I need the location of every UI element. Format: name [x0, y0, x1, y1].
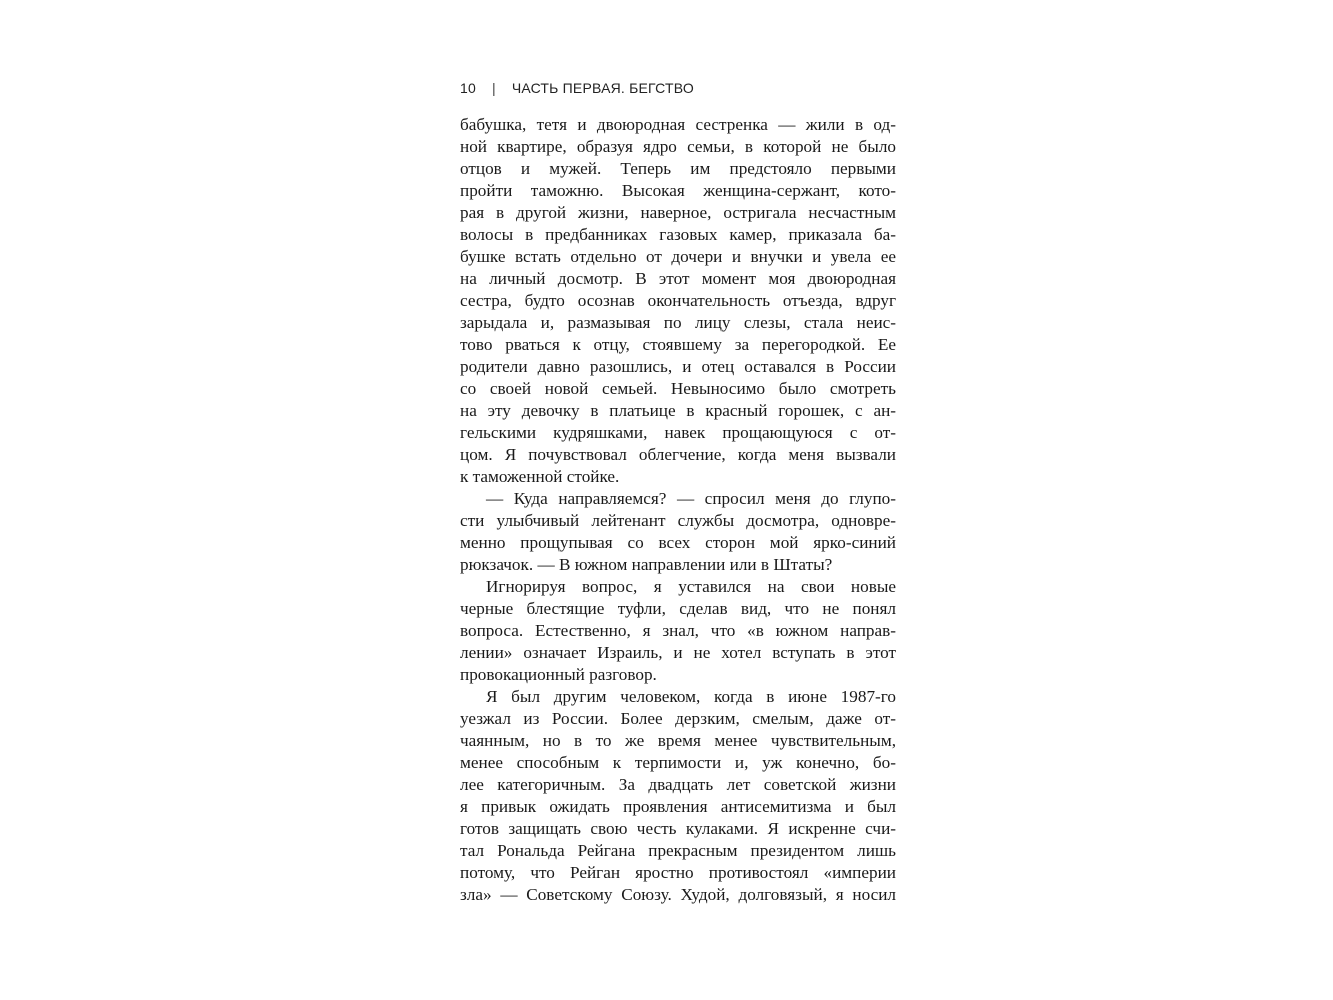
text-line: отцов и мужей. Теперь им предстояло первыми: [460, 159, 896, 178]
body-text: [460, 114, 896, 906]
text-line: тово рваться к отцу, стоявшему за перегородкой. Ее: [460, 335, 896, 354]
text-line: гельскими кудряшками, навек прощающуюся с от-: [460, 423, 896, 442]
text-line: зла» — Советскому Союзу. Худой, долговязый, я носил: [460, 885, 896, 904]
text-line: менно прощупывая со всех сторон мой ярко-синий: [460, 533, 896, 552]
text-line: Я был другим человеком, когда в июне 1987-го: [486, 687, 896, 706]
text-line: тал Рональда Рейгана прекрасным президентом лишь: [460, 841, 896, 860]
text-line: волосы в предбанниках газовых камер, приказала ба-: [460, 225, 896, 244]
text-line: Игнорируя вопрос, я уставился на свои новые: [486, 577, 896, 596]
text-line: лении» означает Израиль, и не хотел вступать в этот: [460, 643, 896, 662]
text-line: рая в другой жизни, наверное, остригала несчастным: [460, 203, 896, 222]
text-line: чаянным, но в то же время менее чувствительным,: [460, 731, 896, 750]
text-line: ной квартире, образуя ядро семьи, в которой не было: [460, 137, 896, 156]
text-line: готов защищать свою честь кулаками. Я искренне счи-: [460, 819, 896, 838]
text-line: рюкзачок. — В южном направлении или в Штаты?: [460, 555, 833, 574]
text-line: — Куда направляемся? — спросил меня до глупо-: [486, 489, 896, 508]
text-line: к таможенной стойке.: [460, 467, 620, 486]
text-line: вопроса. Естественно, я знал, что «в южном направ-: [460, 621, 896, 640]
text-line: черные блестящие туфли, сделав вид, что не понял: [460, 599, 896, 618]
text-line: на эту девочку в платьице в красный горошек, с ан-: [460, 401, 896, 420]
text-line: сестра, будто осознав окончательность отъезда, вдруг: [460, 291, 896, 310]
running-head-separator: |: [491, 80, 496, 96]
text-line: пройти таможню. Высокая женщина-сержант, кото-: [460, 181, 896, 200]
text-line: бабушка, тетя и двоюродная сестренка — жили в од-: [460, 115, 896, 134]
text-line: на личный досмотр. В этот момент моя двоюродная: [460, 269, 896, 288]
text-line: лее категоричным. За двадцать лет советской жизни: [460, 775, 896, 794]
section-title: ЧАСТЬ ПЕРВАЯ. БЕГСТВО: [511, 80, 694, 96]
text-line: со своей новой семьей. Невыносимо было смотреть: [460, 379, 896, 398]
running-head: [460, 76, 694, 100]
text-line: уезжал из России. Более дерзким, смелым, даже от-: [460, 709, 896, 728]
text-line: потому, что Рейган яростно противостоял «империи: [460, 863, 896, 882]
text-line: зарыдала и, размазывая по лицу слезы, стала неис-: [460, 313, 896, 332]
text-line: провокационный разговор.: [460, 665, 657, 684]
text-line: цом. Я почувствовал облегчение, когда меня вызвали: [460, 445, 896, 464]
text-line: родители давно разошлись, и отец оставался в России: [460, 357, 896, 376]
text-line: менее способным к терпимости и, уж конечно, бо-: [460, 753, 896, 772]
page-number: 10: [460, 80, 476, 96]
text-line: бушке встать отдельно от дочери и внучки и увела ее: [460, 247, 896, 266]
text-line: сти улыбчивый лейтенант службы досмотра, одновре-: [460, 511, 896, 530]
text-line: я привык ожидать проявления антисемитизма и был: [460, 797, 896, 816]
